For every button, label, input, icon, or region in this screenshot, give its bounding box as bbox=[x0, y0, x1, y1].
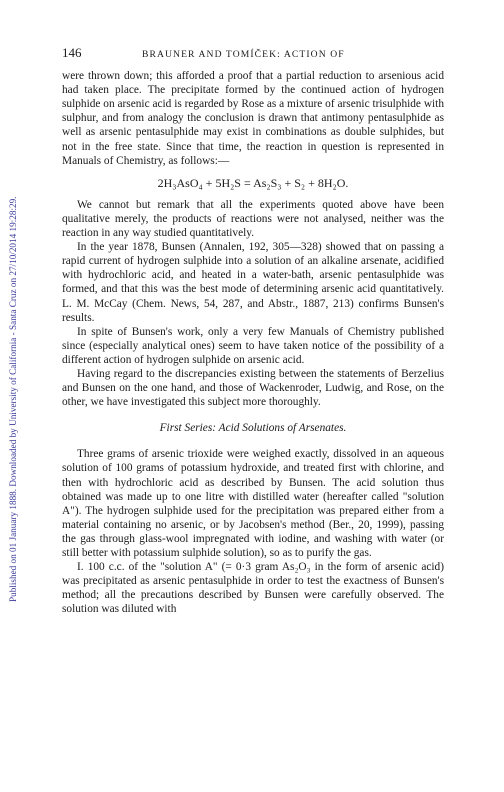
paragraph-7: I. 100 c.c. of the "solution A" (= 0·3 gram As₂O₃ in the form of arsenic acid) was precipitated as arsenic pentasulphide in order to test the exactness of Bunsen's method; all the precautions described by Bunsen were carefully observed. The solution was diluted with bbox=[62, 561, 444, 616]
page-body bbox=[62, 46, 444, 616]
paragraph-6: Three grams of arsenic trioxide were weighed exactly, dissolved in an aqueous solution of 100 grams of potassium hydroxide, and treated first with chlorine, and then with hydrochloric acid as described by Bunsen. The acid solution thus obtained was made up to one litre with distilled water (hereafter called "solution A"). The hydrogen sulphide used for the precipitation was prepared either from a material containing no arsenic, or by Jacobsen's method (Ber., 20, 1999), passing the gas through glass-wool impregnated with iodine, and washing with water (or still better with potassium sulphide solution), so as to purify the gas. bbox=[62, 448, 444, 559]
paragraph-1: were thrown down; this afforded a proof that a partial reduction to arsenious acid had taken place. The precipitate formed by the continued action of hydrogen sulphide on arsenic acid is regarded by Rose as a mixture of arsenic trisulphide with sulphur, and from analogy the conclusion is drawn that antimony pentasulphide as well as arsenic pentasulphide may exist in combinations as double sulphides, but not in the free state. Since that time, the reaction in question is represented in Manuals of Chemistry, as follows:— bbox=[62, 70, 444, 167]
paragraph-5: Having regard to the discrepancies existing between the statements of Berzelius and Bunsen on the one hand, and those of Wackenroder, Ludwig, and Rose, on the other, we have investigated this subject more thoroughly. bbox=[62, 367, 444, 409]
paragraph-3: In the year 1878, Bunsen (Annalen, 192, 305—328) showed that on passing a rapid current of hydrogen sulphide into a solution of an alkaline arsenate, acidified with hydrochloric acid, and heated in a water-bath, arsenic pentasulphide was formed, and that this was the best mode of determining arsenic acid quantitatively. L. M. McCay (Chem. News, 54, 287, and Abstr., 1887, 213) confirms Bunsen's results. bbox=[62, 241, 444, 324]
reaction-equation: 2H₃AsO₄ + 5H₂S = As₂S₃ + S₂ + 8H₂O. bbox=[157, 175, 349, 190]
section-heading: First Series: Acid Solutions of Arsenates. bbox=[159, 422, 347, 435]
page-header bbox=[62, 46, 444, 62]
paragraph-2: We cannot but remark that all the experiments quoted above have been qualitative merely, the products of reactions were not analysed, neither was the reaction in any way studied quantitatively. bbox=[62, 198, 444, 240]
publication-sidebar bbox=[6, 42, 20, 602]
running-title: BRAUNER AND TOMÍČEK: ACTION OF bbox=[142, 49, 345, 60]
publication-info: Published on 01 January 1888. Downloaded by University of California - Santa Cruz on 27/10/2014 19:28:29. bbox=[8, 196, 18, 602]
paragraph-4: In spite of Bunsen's work, only a very few Manuals of Chemistry published since (especially analytical ones) seem to have taken notice of the possibility of a different action of hydrogen sulphide on arsenic acid. bbox=[62, 325, 444, 366]
page-number: 146 bbox=[62, 45, 82, 60]
